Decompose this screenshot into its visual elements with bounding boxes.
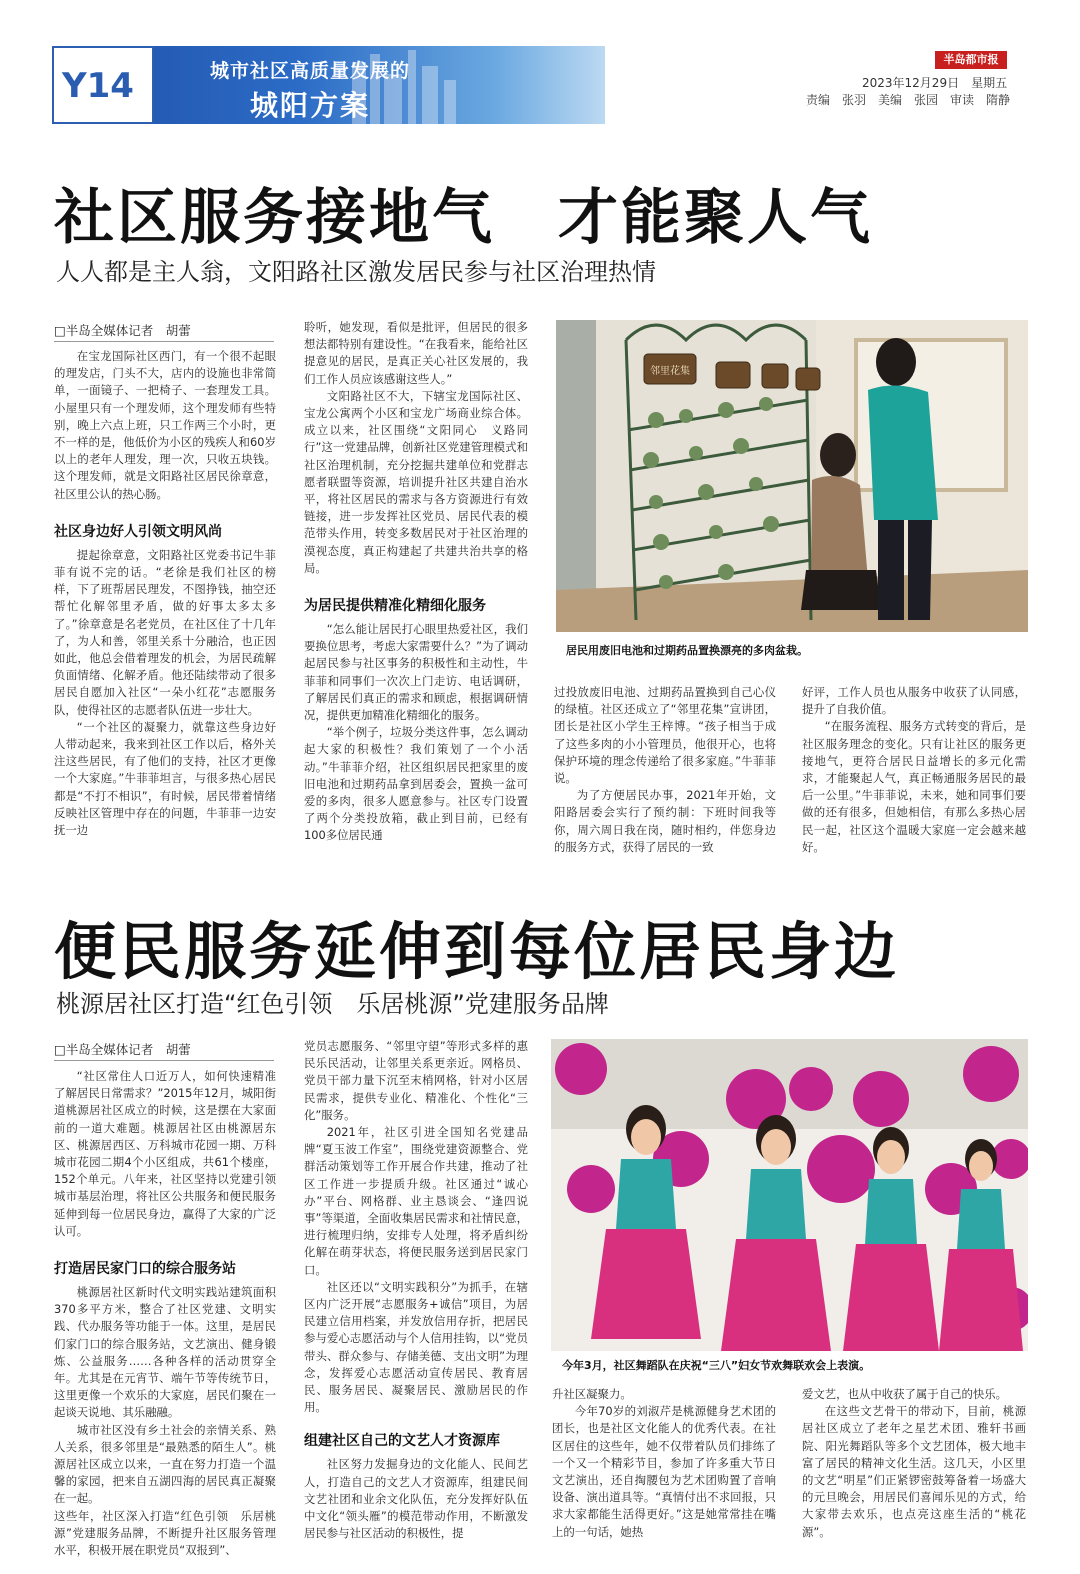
paragraph: 这些年，社区深入打造“红色引领 乐居桃源”党建服务品牌，不断提升社区服务管理水平，积极开展在职党员“双报到”、: [54, 1508, 276, 1558]
article1-column-1: [54, 348, 276, 839]
column-title: 城阳方案: [250, 89, 371, 122]
article2-column-1: [54, 1068, 276, 1559]
paragraph: “社区常住人口近万人，如何快速精准了解居民日常需求？”2015年12月，城阳街道桃源居社区成立的时候，这是摆在大家面前的一道大难题。桃源居社区由桃源居东区、桃源居西区、万科城市花园一期、万科城市花园二期4个小区组成，共61个楼座，152个单元。八年来，社区坚持以党建引领城市基层治理，将社区公共服务和便民服务延伸到每一位居民身边，赢得了大家的广泛认可。: [54, 1069, 276, 1238]
paragraph: 聆听，她发现，看似是批评，但居民的很多想法都特别有建设性。“在我看来，能给社区提意见的居民，是真正关心社区发展的，我们工作人员应该感谢这些人。”: [304, 320, 528, 386]
paragraph: 桃源居社区新时代文明实践站建筑面积370多平方米，整合了社区党建、文明实践、代办服务等功能于一体。这里，是居民们家门口的综合服务站，文艺演出、健身锻炼、公益服务……各种各样的活动贯穿全年。尤其是在元宵节、端午节等传统节日，这里更像一个欢乐的大家庭，居民们聚在一起谈天说地、其乐融融。: [54, 1285, 276, 1420]
paragraph: “在服务流程、服务方式转变的背后，是社区服务理念的变化。只有让社区的服务更接地气，更符合居民日益增长的多元化需求，才能聚起人气，真正畅通服务居民的最后一公里。”牛菲菲说，未来，她和同事们要做的还有很多，但她相信，有那么多热心居民一起，社区这个温暖大家庭一定会越来越好。: [802, 719, 1026, 854]
masthead-logo: 半岛都市报: [935, 51, 1007, 69]
paragraph: 提起徐章意，文阳路社区党委书记牛菲菲有说不完的话。“老徐是我们社区的榜样，下了班帮居民理发，不图挣钱，抽空还帮忙化解邻里矛盾，做的好事太多太多了。”徐章意是名老党员，在社区住了十几年了，为人和善，邻里关系十分融洽，也正因如此，他总会借着理发的机会，为居民疏解负面情绪、化解矛盾。他还陆续带动了很多居民自愿加入社区“一朵小红花”志愿服务队，使得社区的志愿者队伍进一步壮大。: [54, 547, 276, 717]
article2-column-3: [552, 1386, 776, 1541]
paragraph: 今年70岁的刘淑芹是桃源健身艺术团的团长，也是社区文化能人的优秀代表。在社区居住的这些年，她不仅带着队员们排练了一个又一个精彩节目，参加了许多重大节日文艺演出，还自掏腰包为艺术团购置了音响设备、演出道具等。“真情付出不求回报，只求大家都能生活得更好。”这是她常常挂在嘴上的一句话，她热: [552, 1404, 776, 1539]
paragraph: 在宝龙国际社区西门，有一个很不起眼的理发店，门头不大，店内的设施也非常简单，一面镜子、一把椅子、一套理发工具。小屋里只有一个理发师，这个理发师有些特别，晚上六点上班，只工作两三个小时，更不一样的是，他低价为小区的残疾人和60岁以上的老年人理发，理一次，只收五块钱。这个理发师，就是文阳路社区居民徐章意，社区里公认的热心肠。: [54, 349, 276, 501]
column-subtitle: 城市社区高质量发展的: [210, 60, 411, 82]
dance-photo: [551, 1039, 1028, 1351]
article1-column-3: [554, 684, 776, 856]
sign-label: 邻里花集: [650, 366, 690, 377]
article2-byline: □半岛全媒体记者 胡蕾: [54, 1040, 274, 1061]
section-heading: 组建社区自己的文艺人才资源库: [304, 1433, 500, 1450]
article2-column-4: [802, 1386, 1026, 1541]
paragraph: 社区还以“文明实践积分”为抓手，在辖区内广泛开展“志愿服务+诚信”项目，为居民建立信用档案，并发放信用存折，把居民参与爱心志愿活动与个人信用挂钩，以“党员带头、群众参与、存储美德、支出文明”为理念，发挥爱心志愿活动宣传居民、教育居民、服务居民、凝聚居民、激励居民的作用。: [304, 1279, 528, 1415]
section-heading: 社区身边好人引领文明风尚: [54, 523, 222, 540]
paragraph: 城市社区没有乡土社会的亲情关系、熟人关系，很多邻里是“最熟悉的陌生人”。桃源居社区成立以来，一直在努力打造一个温馨的家园，把来自五湖四海的居民真正凝聚在一起。: [54, 1422, 276, 1506]
page-number: Y14: [62, 66, 134, 106]
paragraph: 社区努力发掘身边的文化能人、民间艺人，打造自己的文艺人才资源库，组建民间文艺社团和业余文化队伍，充分发挥好队伍中文化“领头雁”的模范带动作用，不断激发居民参与社区活动的积极性，提: [304, 1457, 528, 1541]
paragraph: “举个例子，垃圾分类这件事，怎么调动起大家的积极性？我们策划了一个小活动。”牛菲菲介绍，社区组织居民把家里的废旧电池和过期药品拿到居委会，置换一盆可爱的多肉，很多人愿意参与。社区专门设置了两个分类投放箱，截止到目前，已经有100多位居民通: [304, 725, 528, 843]
paragraph: 文阳路社区不大，下辖宝龙国际社区、宝龙公寓两个小区和宝龙广场商业综合体。成立以来，社区围绕“文阳同心 义路同行”这一党建品牌，创新社区党建管理模式和社区治理机制，充分挖掘共建单位和党群志愿者联盟等资源，培训提升社区共建自治水平，将社区居民的需求与各方资源进行有效链接，进一步发挥社区党员、居民代表的模范带头作用，转变多数居民对于社区治理的漠视态度，真正构建起了共建共治共享的格局。: [304, 388, 528, 575]
paragraph: “一个社区的凝聚力，就靠这些身边好人带动起来，我来到社区工作以后，格外关注这些居民，有了他们的支持，社区才更像一个大家庭。”牛菲菲坦言，与很多热心居民都是“不打不相识”，有时候，居民带着情绪反映社区管理中存在的问题，牛菲菲一边安抚一边: [54, 719, 276, 838]
dance-photo-illustration: [551, 1039, 1028, 1351]
issue-date: 2023年12月29日 星期五: [862, 76, 1008, 90]
paragraph: “怎么能让居民打心眼里热爱社区，我们要换位思考，考虑大家需要什么？”为了调动起居民参与社区事务的积极性和主动性，牛菲菲和同事们一次次上门走访、电话调研，了解居民们真正的需求和顾虑，根据调研情况，提供更加精准化精细化的服务。: [304, 622, 528, 723]
section-heading: 为居民提供精准化精细化服务: [304, 598, 486, 615]
article2-subheadline: 桃源居社区打造“红色引领 乐居桃源”党建服务品牌: [56, 990, 609, 1018]
paragraph: 2021年，社区引进全国知名党建品牌“夏玉波工作室”，围绕党建资源整合、党群活动策划等工作开展合作共建，推动了社区工作进一步提质升级。社区通过“诚心办”平台、网格群、业主恳谈会、“逢四说事”等渠道，全面收集居民需求和社情民意，进行梳理归纳，安排专人处理，将矛盾纠纷化解在萌芽状态，将便民服务送到居民家门口。: [304, 1125, 528, 1277]
paragraph: 在这些文艺骨干的带动下，目前，桃源居社区成立了老年之星艺术团、雅轩书画院、阳光舞蹈队等多个文艺团体，极大地丰富了居民的精神文化生活。这几天，小区里的文艺“明星”们正紧锣密鼓筹备着一场盛大的元旦晚会，用居民们喜闻乐见的方式，给大家带去欢乐，也点亮这座生活的“桃花源”。: [802, 1404, 1026, 1539]
article1-column-4: [802, 684, 1026, 856]
article1-headline: 社区服务接地气 才能聚人气: [54, 183, 873, 253]
article2-headline: 便民服务延伸到每位居民身边: [54, 915, 900, 988]
article2-photo-caption: 今年3月，社区舞蹈队在庆祝“三八”妇女节欢舞联欢会上表演。: [562, 1359, 871, 1372]
paragraph: 爱文艺，也从中收获了属于自己的快乐。: [802, 1387, 1008, 1401]
editor-credits: 责编 张羽 美编 张园 审读 隋静: [806, 93, 1011, 107]
succulent-photo: [556, 320, 1028, 632]
article2-column-2: [304, 1038, 528, 1542]
article1-subheadline: 人人都是主人翁，文阳路社区激发居民参与社区治理热情: [56, 258, 656, 286]
section-heading: 打造居民家门口的综合服务站: [54, 1261, 236, 1278]
paragraph: 好评，工作人员也从服务中收获了认同感，提升了自我价值。: [802, 685, 1026, 717]
paragraph: 升社区凝聚力。: [552, 1387, 632, 1401]
paragraph: 过投放废旧电池、过期药品置换到自己心仪的绿植。社区还成立了“邻里花集”宣讲团，团长是社区小学生王梓博。“孩子相当于成了这些多肉的小小管理员，他很开心，也将保护环境的理念传递给了很多家庭。”牛菲菲说。: [554, 685, 776, 786]
succulent-photo-illustration: [556, 320, 1028, 632]
paragraph: 党员志愿服务、“邻里守望”等形式多样的惠民乐民活动，让邻里关系更亲近。网格员、党员干部力量下沉至末梢网格，针对小区居民需求，提供专业化、精准化、个性化“三化”服务。: [304, 1039, 528, 1122]
paragraph: 为了方便居民办事，2021年开始，文阳路居委会实行了预约制：下班时间我等你，周六周日我在岗，随时相约，伴您身边的服务方式，获得了居民的一致: [554, 788, 776, 854]
article1-photo-caption: 居民用废旧电池和过期药品置换漂亮的多肉盆栽。: [566, 644, 808, 657]
article1-column-2: [304, 319, 528, 845]
article1-byline: □半岛全媒体记者 胡蕾: [54, 321, 274, 342]
